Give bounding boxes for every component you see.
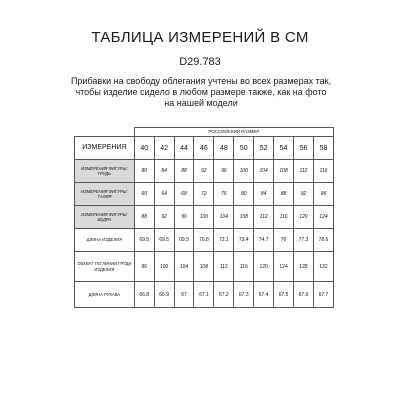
table-cell: 96: [313, 183, 333, 206]
table-cell: 108: [274, 160, 294, 183]
table-cell: 108: [234, 206, 254, 229]
fit-note: Прибавки на свободу облегания учтены во всех размерах так, чтобы изделие сидело в любом размере также, как на фото на нашей модели: [70, 76, 332, 108]
table-cell: 112: [254, 206, 274, 229]
table-cell: 67.2: [214, 282, 234, 308]
table-cell: 67: [174, 282, 194, 308]
table-cell: 104: [174, 252, 194, 282]
table-cell: 88: [274, 183, 294, 206]
table-cell: 100: [234, 160, 254, 183]
size-cell: 40: [134, 137, 154, 160]
table-cell: 120: [254, 252, 274, 282]
page-title: ТАБЛИЦА ИЗМЕРЕНИЙ В СМ: [91, 29, 309, 46]
table-cell: 69.5: [174, 229, 194, 252]
table-cell: 67.4: [254, 282, 274, 308]
size-cell: 42: [154, 137, 174, 160]
table-cell: 100: [154, 252, 174, 282]
table-cell: 104: [214, 206, 234, 229]
table-cell: 68: [174, 183, 194, 206]
table-cell: 69.5: [134, 229, 154, 252]
table-cell: 80: [234, 183, 254, 206]
article-code: D29.783: [179, 56, 221, 68]
table-cell: 66.9: [154, 282, 174, 308]
table-cell: 72: [194, 183, 214, 206]
size-cell: 44: [174, 137, 194, 160]
row-label: ОБХВАТ ПО ЛИНИИ ГРУДИ ИЗДЕЛИЯ: [75, 252, 135, 282]
table-cell: 76: [274, 229, 294, 252]
table-cell: 67.5: [274, 282, 294, 308]
table-cell: 70.8: [194, 229, 214, 252]
table-cell: 116: [234, 252, 254, 282]
table-row: [75, 282, 334, 308]
table-cell: 104: [254, 160, 274, 183]
corner-label: ИЗМЕРЕНИЯ: [75, 137, 135, 160]
table-cell: 88: [174, 160, 194, 183]
table-cell: 116: [274, 206, 294, 229]
row-label: ДЛИНА ИЗДЕЛИЯ: [75, 229, 135, 252]
table-cell: 78.6: [313, 229, 333, 252]
table-row: [75, 229, 334, 252]
table-cell: 72.1: [214, 229, 234, 252]
table-cell: 76: [214, 183, 234, 206]
table-cell: 124: [274, 252, 294, 282]
table-cell: 77.3: [294, 229, 314, 252]
table-cell: 112: [294, 160, 314, 183]
table-row: [75, 252, 334, 282]
row-label: ДЛИНА РУКАВА: [75, 282, 135, 308]
table-cell: 73.4: [234, 229, 254, 252]
table-cell: 92: [194, 160, 214, 183]
table-cell: 84: [254, 183, 274, 206]
row-label: ИЗМЕРЕНИЯ ФИГУРЫ: ТАЛИЯ: [75, 183, 135, 206]
size-cell: 48: [214, 137, 234, 160]
table-cell: 96: [174, 206, 194, 229]
table-cell: 128: [294, 252, 314, 282]
table-cell: 116: [313, 160, 333, 183]
table-cell: 66.8: [134, 282, 154, 308]
table-cell: 64: [154, 183, 174, 206]
table-cell: 84: [154, 160, 174, 183]
table-cell: 80: [134, 160, 154, 183]
table-cell: 88: [134, 206, 154, 229]
table-cell: 67.1: [194, 282, 214, 308]
size-cell: 52: [254, 137, 274, 160]
table-cell: 120: [294, 206, 314, 229]
group-header: РОССИЙСКИЙ РАЗМЕР: [134, 128, 333, 137]
table-cell: 132: [313, 252, 333, 282]
table-row: [75, 183, 334, 206]
table-cell: 60: [134, 183, 154, 206]
table-cell: 74.7: [254, 229, 274, 252]
size-cell: 58: [313, 137, 333, 160]
size-cell: 50: [234, 137, 254, 160]
table-row: [75, 206, 334, 229]
table-cell: 96: [214, 160, 234, 183]
row-label: ИЗМЕРЕНИЯ ФИГУРЫ: ГРУДЬ: [75, 160, 135, 183]
table-cell: 96: [134, 252, 154, 282]
table-cell: 124: [313, 206, 333, 229]
row-label: ИЗМЕРЕНИЯ ФИГУРЫ: БЕДРА: [75, 206, 135, 229]
size-header-row: [75, 137, 334, 160]
size-cell: 54: [274, 137, 294, 160]
table-cell: 92: [294, 183, 314, 206]
table-cell: 92: [154, 206, 174, 229]
table-cell: 67.7: [313, 282, 333, 308]
size-cell: 46: [194, 137, 214, 160]
table-row: [75, 160, 334, 183]
size-cell: 56: [294, 137, 314, 160]
size-table: [74, 127, 334, 308]
table-cell: 108: [194, 252, 214, 282]
table-cell: 112: [214, 252, 234, 282]
table-cell: 67.3: [234, 282, 254, 308]
table-cell: 67.6: [294, 282, 314, 308]
table-cell: 69.5: [154, 229, 174, 252]
table-cell: 100: [194, 206, 214, 229]
